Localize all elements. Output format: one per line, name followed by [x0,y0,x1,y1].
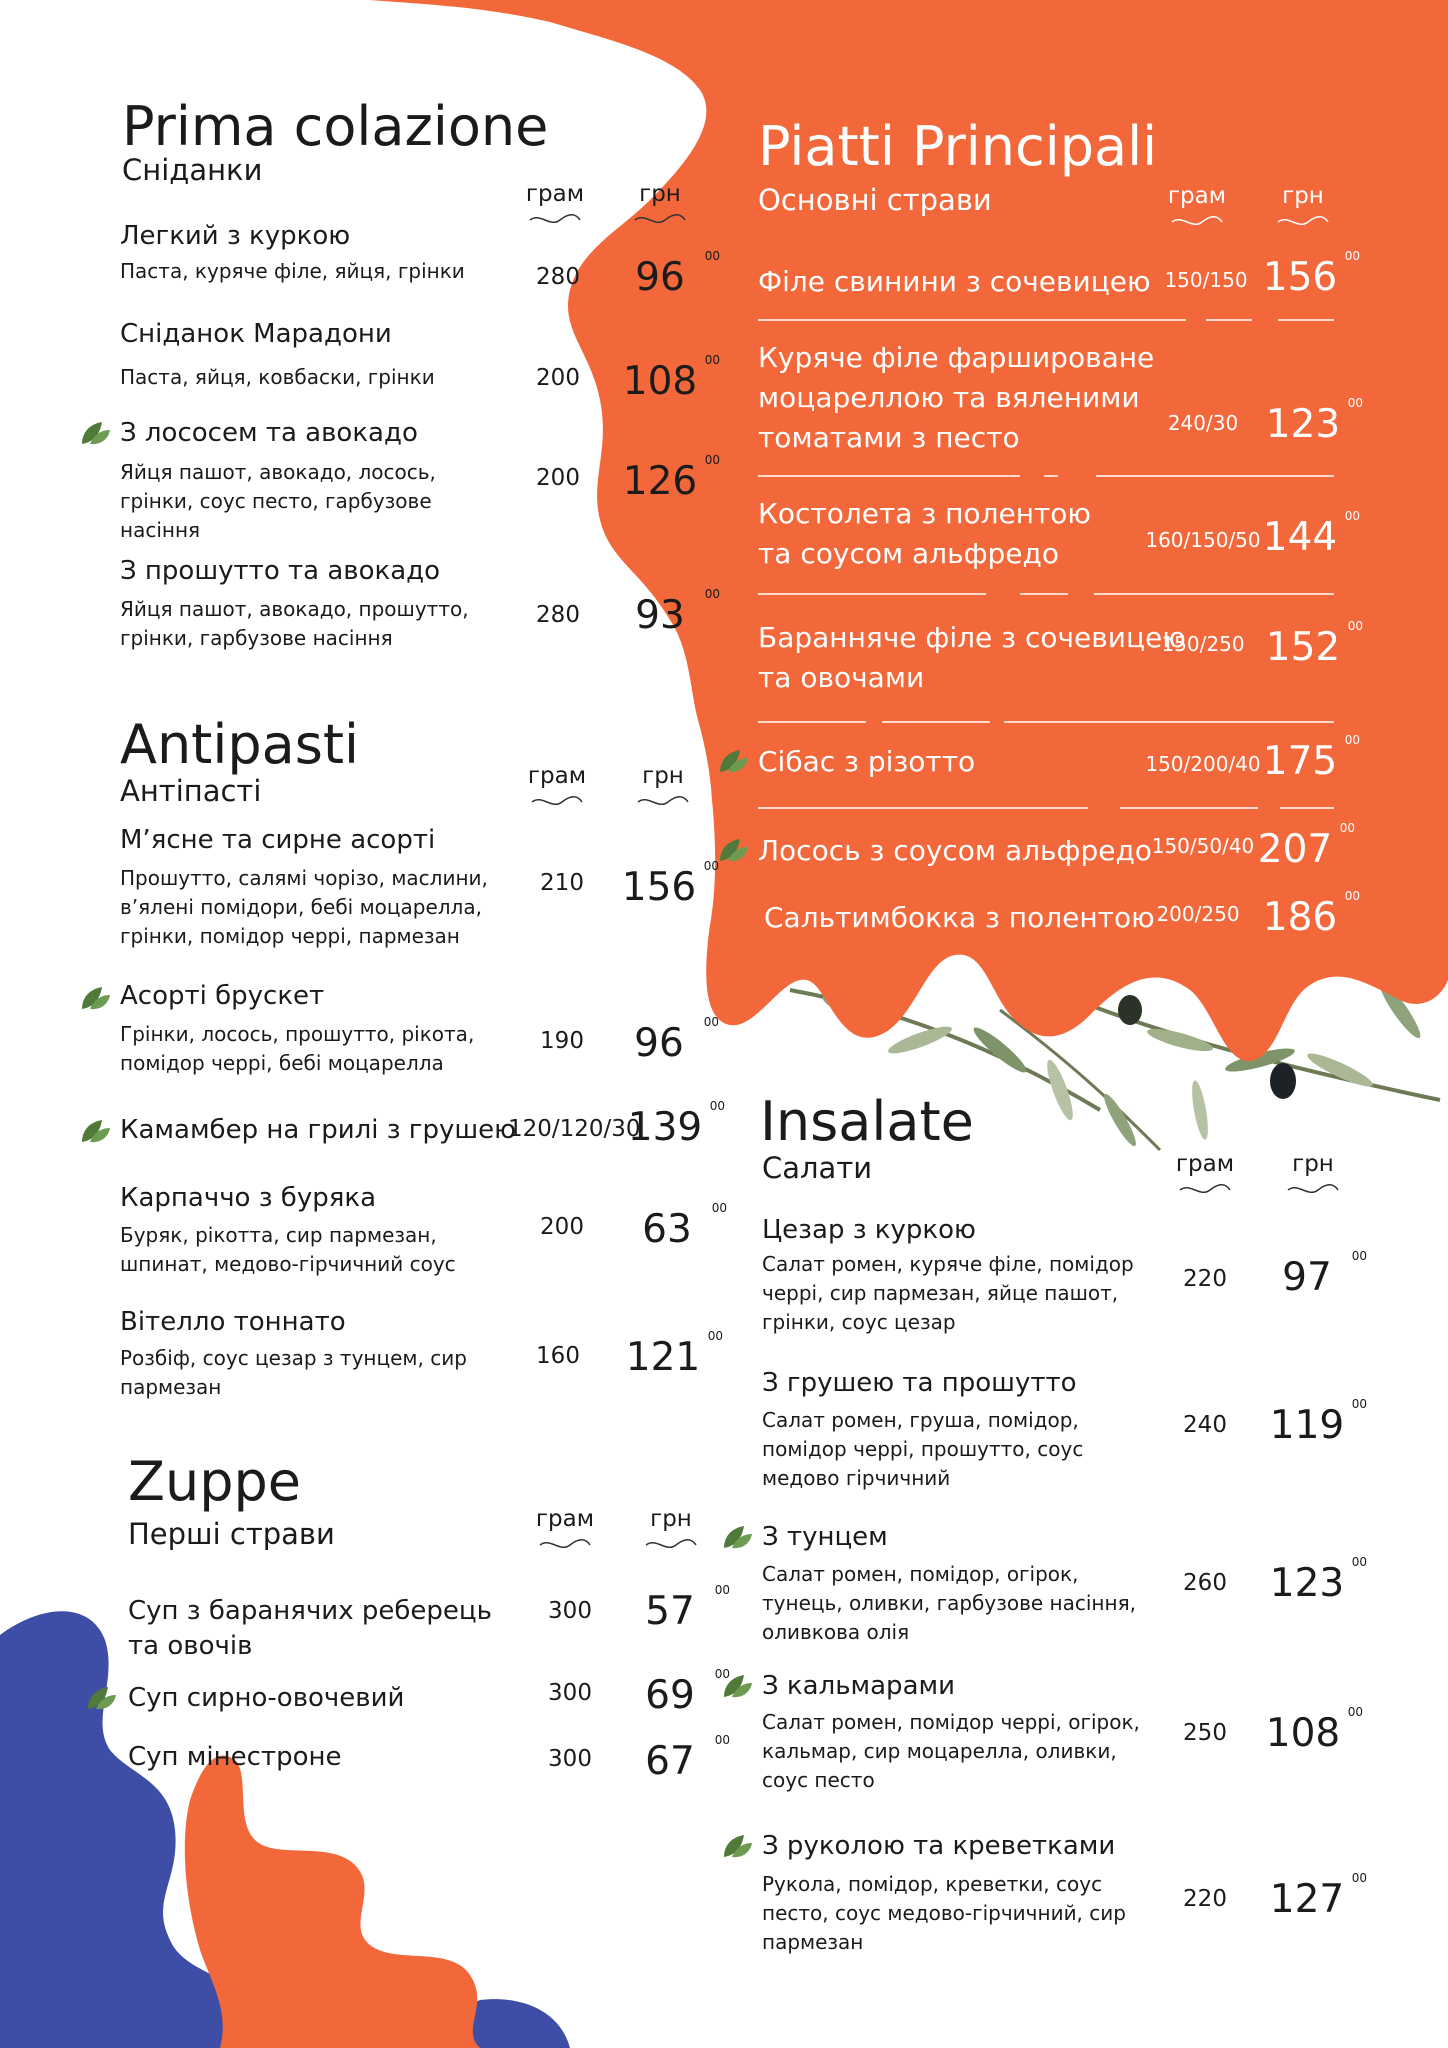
menu-item-gram: 150/250 [1161,632,1245,656]
menu-item-name: Сальтимбокка з полентою [764,901,1155,934]
menu-item-gram: 200 [540,1214,584,1240]
leaf-icon [718,748,750,774]
menu-item-name: Куряче філе фаршироване [758,341,1155,374]
menu-item-gram: 220 [1183,1266,1227,1292]
menu-item-price: 119 00 [1269,1397,1367,1448]
insalate-title: Insalate [760,1090,974,1153]
menu-item-price: 96 00 [634,1015,719,1066]
menu-item-price: 96 00 [635,249,720,300]
tilde-divider [538,1539,592,1551]
insalate-subtitle: Салати [762,1151,873,1185]
menu-item-name: та овочами [758,661,925,694]
gram-header: грам [1162,185,1232,228]
menu-item-price: 97 00 [1282,1249,1367,1300]
menu-item-name: Філе свинини з сочевицею [758,265,1151,298]
menu-item-desc: Салат ромен, груша, помідор, [762,1408,1079,1432]
menu-item-desc: медово гірчичний [762,1466,951,1490]
menu-item-name: томатами з песто [758,421,1020,454]
menu-item-gram: 150/150 [1164,268,1248,292]
menu-item-desc: Салат ромен, помідор, огірок, [762,1562,1079,1586]
leaf-icon [80,420,112,446]
menu-item-desc: шпинат, медово-гірчичний соус [120,1252,456,1276]
menu-item-gram: 260 [1183,1570,1227,1596]
menu-item-price: 63 00 [642,1201,727,1252]
gram-header: грам [530,1508,600,1551]
menu-item-desc: Яйця пашот, авокадо, прошутто, [120,597,469,621]
menu-item-desc: Прошутто, салямі чорізо, маслини, [120,866,488,890]
menu-item-desc: пармезан [762,1930,864,1954]
menu-item-name: Суп з баранячих реберець [128,1596,492,1626]
gram-header: грам [522,765,592,808]
menu-item-desc: Рукола, помідор, креветки, соус [762,1872,1103,1896]
menu-item-gram: 220 [1183,1886,1227,1912]
menu-item-name: З лососем та авокадо [120,418,418,448]
menu-item-desc: кальмар, сир моцарелла, оливки, [762,1739,1117,1763]
underline-divider [758,592,1338,596]
menu-item-desc: Салат ромен, помідор черрі, огірок, [762,1710,1140,1734]
menu-item-gram: 190 [540,1028,584,1054]
menu-item-name: Камамбер на грилі з грушею [120,1115,517,1145]
menu-item-name: Суп мінестроне [128,1742,342,1772]
menu-item-desc: насіння [120,518,201,542]
menu-item-price: 123 00 [1269,1555,1367,1606]
leaf-icon [718,837,750,863]
menu-item-desc: Салат ромен, куряче філе, помідор [762,1252,1134,1276]
tilde-divider [1286,1184,1340,1196]
menu-item-price: 207 00 [1257,821,1355,872]
menu-item-desc: черрі, сир пармезан, яйце пашот, [762,1281,1119,1305]
menu-item-desc: соус песто [762,1768,875,1792]
antipasti-title: Antipasti [120,713,360,776]
menu-item-gram: 150/200/40 [1145,752,1261,776]
menu-item-gram: 300 [548,1598,592,1624]
menu-item-price: 123 00 [1265,396,1363,447]
menu-item-name: та овочів [128,1631,253,1661]
zuppe-subtitle: Перші страви [128,1517,335,1551]
menu-item-gram: 160/150/50 [1145,528,1261,552]
tilde-divider [1178,1184,1232,1196]
menu-item-gram: 160 [536,1343,580,1369]
menu-item-price: 144 00 [1262,509,1360,560]
menu-item-desc: Буряк, рікотта, сир пармезан, [120,1223,437,1247]
menu-item-desc: в’ялені помідори, бебі моцарелла, [120,895,482,919]
menu-item-desc: грінки, соус песто, гарбузове [120,489,432,513]
menu-item-gram: 200 [536,465,580,491]
menu-item-desc: грінки, гарбузове насіння [120,626,393,650]
menu-item-desc: тунець, оливки, гарбузове насіння, [762,1591,1136,1615]
menu-item-price: 108 00 [1265,1705,1363,1756]
menu-item-price: 156 00 [1262,249,1360,300]
menu-item-price: 126 00 [622,453,720,504]
menu-item-price: 127 00 [1269,1871,1367,1922]
breakfast-subtitle: Сніданки [122,153,263,187]
price-header: грн [636,1508,706,1551]
tilde-divider [644,1539,698,1551]
menu-item-desc: помідор черрі, прошутто, соус [762,1437,1084,1461]
tilde-divider [1170,216,1224,228]
menu-item-gram: 250 [1183,1720,1227,1746]
menu-item-price: 121 00 [625,1329,723,1380]
price-header: грн [1278,1153,1348,1196]
menu-item-desc: Грінки, лосось, прошутто, рікота, [120,1022,475,1046]
leaf-icon [722,1524,754,1550]
menu-item-name: Сібас з різотто [758,745,976,778]
gram-header: грам [520,183,590,226]
menu-item-price: 67 00 [645,1733,730,1784]
menu-item-name: Баранняче філе з сочевицею [758,621,1186,654]
menu-item-desc: Паста, куряче філе, яйця, грінки [120,259,465,283]
tilde-divider [530,796,584,808]
menu-item-price: 69 00 [645,1667,730,1718]
menu-item-gram: 280 [536,602,580,628]
underline-divider [758,318,1338,322]
menu-item-name: Сніданок Марадони [120,319,392,349]
menu-item-gram: 120/120/30 [508,1116,641,1142]
menu-item-gram: 210 [540,870,584,896]
gram-header: грам [1170,1153,1240,1196]
zuppe-title: Zuppe [128,1450,301,1513]
menu-item-gram: 150/50/40 [1151,834,1255,858]
menu-item-desc: оливкова олія [762,1620,910,1644]
menu-item-desc: помідор черрі, бебі моцарелла [120,1051,444,1075]
menu-item-gram: 240 [1183,1412,1227,1438]
menu-item-price: 175 00 [1262,733,1360,784]
price-header: грн [1268,185,1338,228]
menu-item-price: 93 00 [635,587,720,638]
menu-item-desc: Розбіф, соус цезар з тунцем, сир [120,1346,467,1370]
menu-item-price: 108 00 [622,353,720,404]
menu-item-price: 139 00 [627,1099,725,1150]
menu-item-name: Вітелло тоннато [120,1307,346,1337]
tilde-divider [1276,216,1330,228]
tilde-divider [636,796,690,808]
price-header: грн [628,765,698,808]
tilde-divider [633,214,687,226]
menu-item-name: З кальмарами [762,1671,956,1701]
price-header: грн [625,183,695,226]
mains-title: Piatti Principali [758,115,1158,178]
menu-item-name: Лосось з соусом альфредо [758,834,1152,867]
menu-item-name: Асорті брускет [120,981,325,1011]
menu-item-name: та соусом альфредо [758,537,1059,570]
menu-item-gram: 240/30 [1167,411,1239,435]
menu-item-price: 186 00 [1262,889,1360,940]
underline-divider [758,806,1338,810]
menu-item-name: Легкий з куркою [120,221,351,251]
menu-item-desc: Яйця пашот, авокадо, лосось, [120,460,436,484]
breakfast-title: Prima colazione [122,95,549,158]
menu-item-price: 152 00 [1265,619,1363,670]
leaf-icon [86,1685,118,1711]
menu-item-desc: Паста, яйця, ковбаски, грінки [120,365,435,389]
menu-item-gram: 300 [548,1680,592,1706]
mains-subtitle: Основні страви [758,183,992,217]
menu-item-name: Карпаччо з буряка [120,1183,377,1213]
menu-item-name: З прошутто та авокадо [120,556,441,586]
menu-item-gram: 280 [536,264,580,290]
underline-divider [758,474,1338,478]
leaf-icon [80,1118,112,1144]
menu-item-gram: 300 [548,1746,592,1772]
orange-splash-bottom [185,1756,480,2048]
menu-item-name: З руколою та креветками [762,1831,1116,1861]
menu-item-desc: грінки, соус цезар [762,1310,956,1334]
menu-item-name: Суп сирно-овочевий [128,1683,405,1713]
tilde-divider [528,214,582,226]
menu-item-name: М’ясне та сирне асорті [120,825,436,855]
menu-item-price: 156 00 [621,859,719,910]
menu-item-name: Костолета з полентою [758,497,1092,530]
leaf-icon [722,1673,754,1699]
menu-item-price: 57 00 [645,1583,730,1634]
menu-item-name: З грушею та прошутто [762,1368,1077,1398]
antipasti-subtitle: Антіпасті [120,774,262,808]
menu-item-desc: песто, соус медово-гірчичний, сир [762,1901,1126,1925]
leaf-icon [722,1833,754,1859]
menu-item-name: Цезар з куркою [762,1215,976,1245]
menu-item-name: моцареллою та вяленими [758,381,1140,414]
menu-item-desc: грінки, помідор черрі, пармезан [120,924,460,948]
menu-item-name: З тунцем [762,1522,888,1552]
menu-item-desc: пармезан [120,1375,222,1399]
leaf-icon [80,985,112,1011]
underline-divider [758,720,1338,724]
menu-item-gram: 200/250 [1156,902,1240,926]
menu-item-gram: 200 [536,365,580,391]
